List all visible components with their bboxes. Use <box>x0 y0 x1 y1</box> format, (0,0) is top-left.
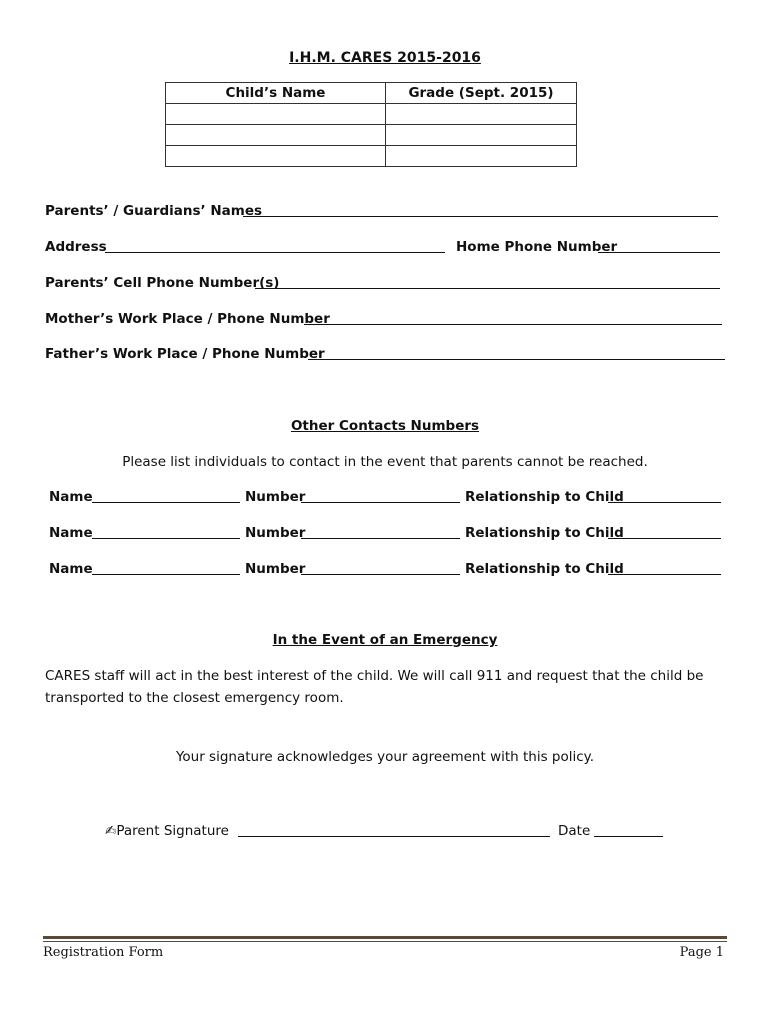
father-work-label: Father’s Work Place / Phone Number <box>45 346 325 362</box>
contact-name-line[interactable] <box>92 574 240 575</box>
home-phone-label: Home Phone Number <box>456 239 618 255</box>
emergency-text-line-1: CARES staff will act in the best interest of the child. We will call 911 and request that the child be <box>45 668 704 684</box>
contact-name-line[interactable] <box>92 502 240 503</box>
parent-signature-label: Parent Signature <box>116 823 229 839</box>
child-name-header: Child’s Name <box>166 83 386 104</box>
address-line[interactable] <box>105 252 445 253</box>
father-work-line[interactable] <box>308 359 725 360</box>
contact-number-label: Number <box>245 525 306 541</box>
contact-number-line[interactable] <box>301 502 460 503</box>
other-contacts-heading: Other Contacts Numbers <box>290 418 480 434</box>
contact-number-label: Number <box>245 489 306 505</box>
emergency-text-line-2: transported to the closest emergency room. <box>45 690 344 706</box>
form-title: I.H.M. CARES 2015-2016 <box>289 50 481 66</box>
contact-name-label: Name <box>49 489 93 505</box>
footer-page-number: Page 1 <box>679 945 724 960</box>
home-phone-line[interactable] <box>598 252 720 253</box>
signature-label-group <box>105 823 229 839</box>
date-label: Date <box>558 823 591 839</box>
cell-phone-line[interactable] <box>255 288 720 289</box>
footer-form-name: Registration Form <box>43 945 164 960</box>
footer-rule-thin <box>43 941 727 942</box>
contact-name-label: Name <box>49 525 93 541</box>
contact-relationship-label: Relationship to Child <box>465 489 624 505</box>
contact-relationship-label: Relationship to Child <box>465 561 624 577</box>
address-label: Address <box>45 239 107 255</box>
emergency-heading: In the Event of an Emergency <box>272 632 498 648</box>
writing-hand-icon: ✍ <box>105 823 117 839</box>
child-table <box>165 82 577 167</box>
contact-relationship-label: Relationship to Child <box>465 525 624 541</box>
contact-number-line[interactable] <box>301 574 460 575</box>
guardians-line[interactable] <box>243 216 718 217</box>
acknowledgement-text: Your signature acknowledges your agreement with this policy. <box>175 749 595 765</box>
contact-name-label: Name <box>49 561 93 577</box>
grade-header: Grade (Sept. 2015) <box>386 83 577 104</box>
child-name-cell[interactable] <box>166 125 386 146</box>
footer-rule-thick <box>43 936 727 939</box>
parent-signature-line[interactable] <box>238 836 550 837</box>
contact-name-line[interactable] <box>92 538 240 539</box>
table-row <box>166 146 577 167</box>
mother-work-label: Mother’s Work Place / Phone Number <box>45 311 330 327</box>
grade-cell[interactable] <box>386 146 577 167</box>
table-row <box>166 104 577 125</box>
date-line[interactable] <box>594 836 663 837</box>
grade-cell[interactable] <box>386 125 577 146</box>
contact-number-line[interactable] <box>301 538 460 539</box>
cell-phone-label: Parents’ Cell Phone Number(s) <box>45 275 280 291</box>
table-row <box>166 125 577 146</box>
grade-cell[interactable] <box>386 104 577 125</box>
contact-relationship-line[interactable] <box>608 502 721 503</box>
other-contacts-instructions: Please list individuals to contact in the event that parents cannot be reached. <box>122 454 648 470</box>
guardians-label: Parents’ / Guardians’ Names <box>45 203 263 219</box>
mother-work-line[interactable] <box>304 324 722 325</box>
contact-number-label: Number <box>245 561 306 577</box>
child-name-cell[interactable] <box>166 104 386 125</box>
contact-relationship-line[interactable] <box>608 574 721 575</box>
child-name-cell[interactable] <box>166 146 386 167</box>
child-table-header <box>166 83 577 104</box>
contact-relationship-line[interactable] <box>608 538 721 539</box>
